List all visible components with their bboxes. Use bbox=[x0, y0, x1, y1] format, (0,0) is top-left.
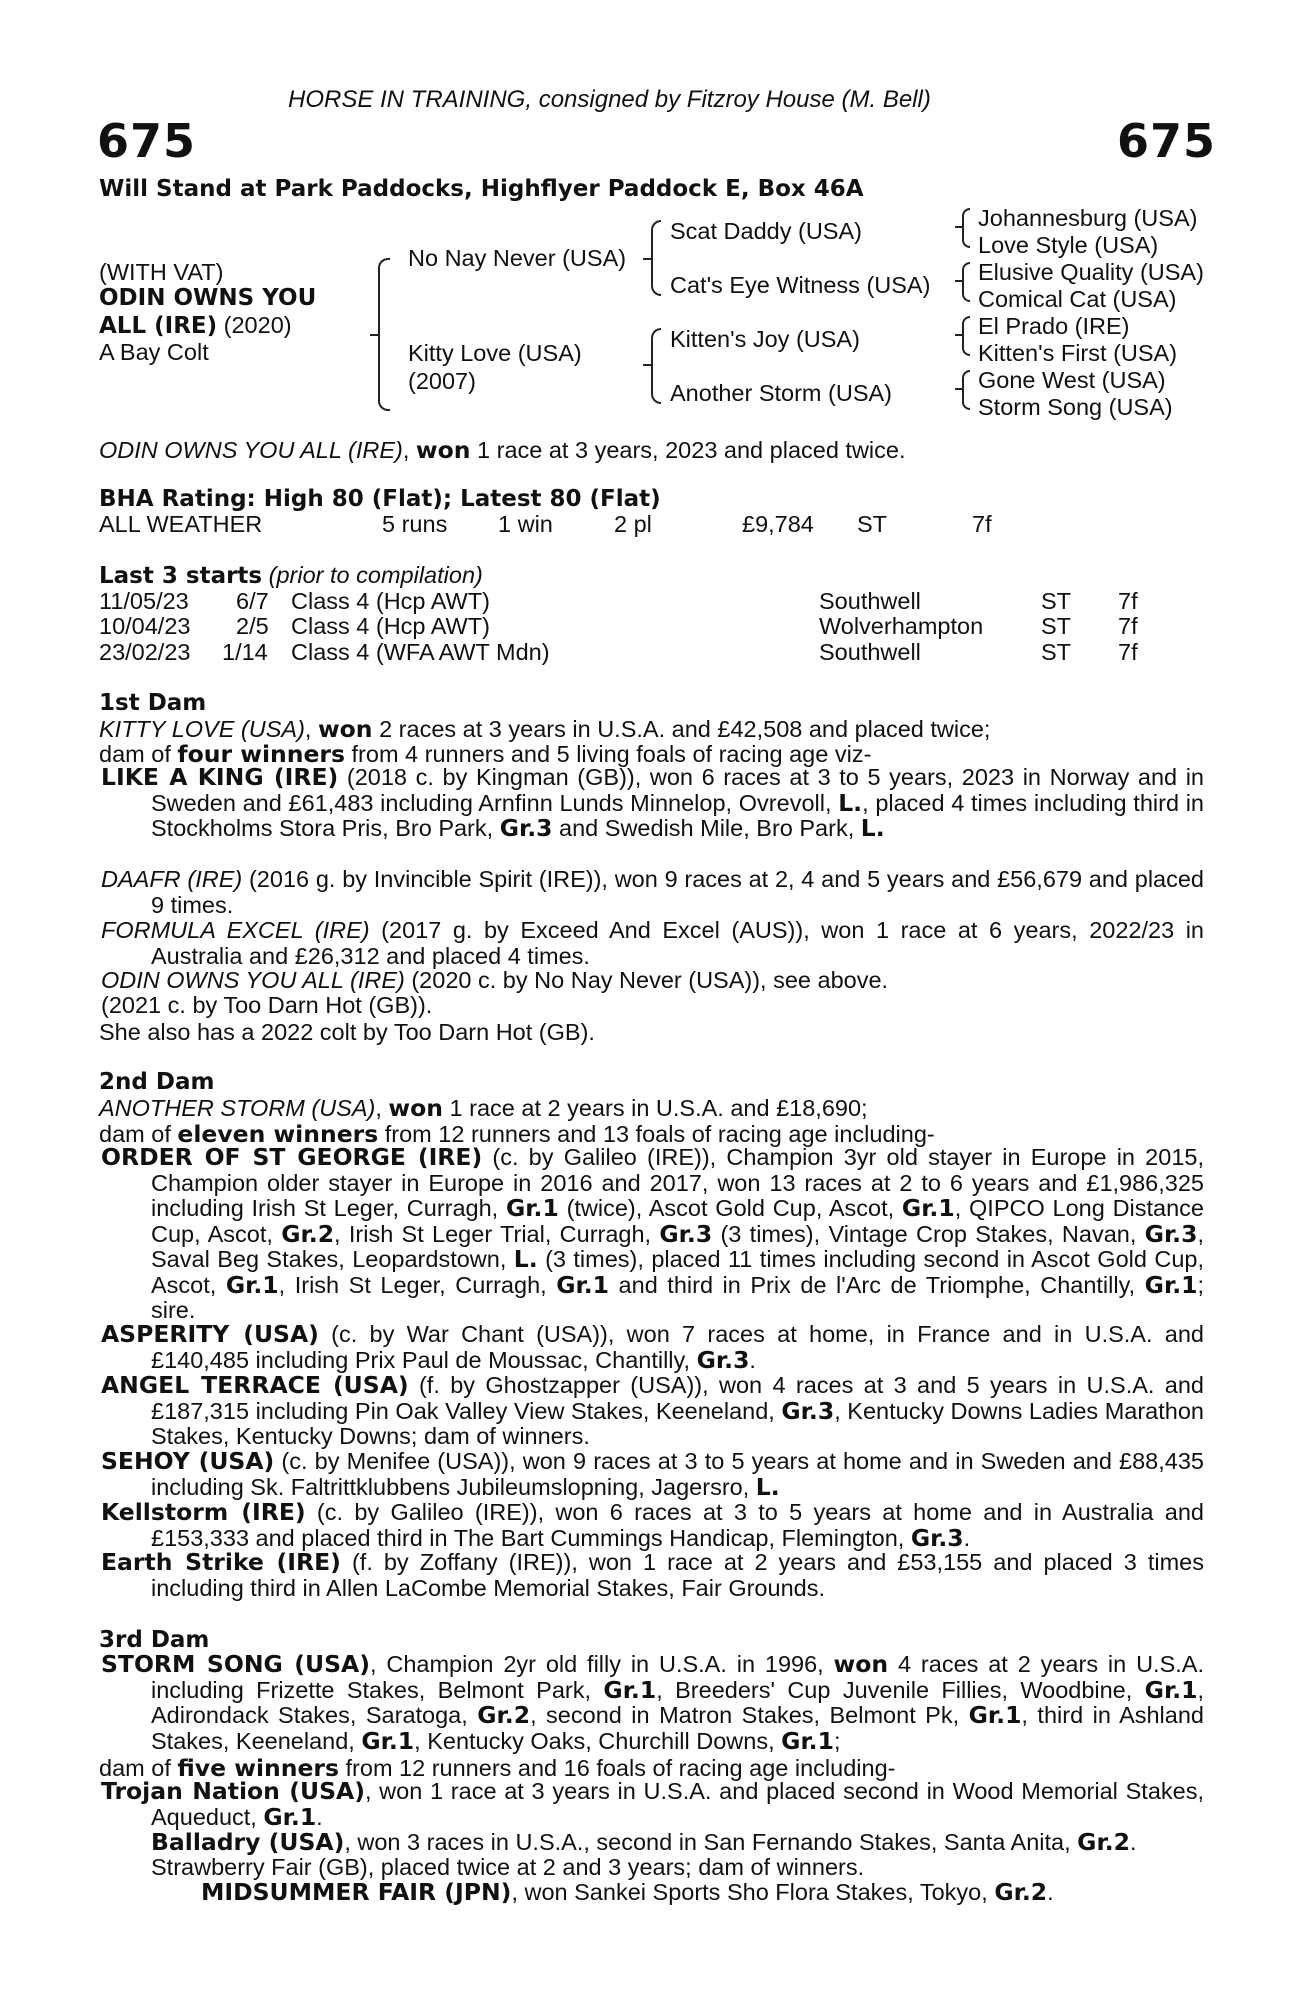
brace-ss bbox=[962, 208, 970, 248]
produce-text: , won Sankei Sports Sho Flora Stakes, Tokyo, bbox=[511, 1879, 995, 1905]
produce-text: , Kentucky Downs Ladies Marathon Stakes, Kentucky Downs; dam of winners. bbox=[151, 1397, 1204, 1449]
dam1-produce-2 bbox=[101, 866, 1204, 918]
grade-label: Gr.3 bbox=[659, 1219, 713, 1248]
dam-sire-dam: Kitten's First (USA) bbox=[978, 340, 1178, 366]
start-position: 1/14 bbox=[222, 639, 268, 665]
dam-name: Kitty Love (USA) bbox=[408, 340, 582, 366]
rating-places: 2 pl bbox=[614, 511, 652, 537]
grade-label: Gr.1 bbox=[968, 1701, 1022, 1729]
grade-label: Gr.2 bbox=[477, 1701, 531, 1729]
sire-dam-dam: Comical Cat (USA) bbox=[978, 286, 1177, 312]
last-starts-heading bbox=[99, 562, 483, 589]
dam3-produce-1 bbox=[101, 1777, 1204, 1831]
sire-brace-point bbox=[643, 258, 652, 260]
produce-name: Earth Strike (IRE) bbox=[101, 1548, 341, 1576]
start-distance: 7f bbox=[1118, 588, 1138, 614]
grade-label: L. bbox=[513, 1245, 538, 1273]
dam3-text: 4 races at 2 years in U.S.A. including Frizette Stakes, Belmont Park, bbox=[151, 1651, 1204, 1703]
summary-won: won bbox=[415, 436, 471, 464]
dam-dam-dam: Storm Song (USA) bbox=[978, 394, 1173, 420]
grade-label: L. bbox=[860, 814, 885, 842]
produce-text: (2020 c. by No Nay Never (USA)), see above. bbox=[404, 967, 889, 993]
produce-text: , Irish St Leger, Curragh, bbox=[278, 1271, 557, 1298]
last-starts-title: Last 3 starts bbox=[99, 563, 263, 589]
rating-surface: ALL WEATHER bbox=[99, 511, 263, 537]
produce-text: (f. by Ghostzapper (USA)), won 4 races at 3 and 5 years in U.S.A. and £187,315 including Pin Oak Valley View Stakes, Keeneland, bbox=[151, 1372, 1204, 1424]
produce-text: and Swedish Mile, Bro Park, bbox=[552, 815, 861, 841]
dam1-dam-of: dam of bbox=[99, 741, 178, 767]
brace-ds-point bbox=[955, 334, 963, 336]
grade-label: L. bbox=[838, 788, 863, 817]
dam3-text: , Champion 2yr old filly in U.S.A. in 1996, bbox=[369, 1651, 834, 1677]
start-position: 2/5 bbox=[236, 613, 269, 639]
dam1-footer: She also has a 2022 colt by Too Darn Hot (GB). bbox=[99, 1019, 595, 1045]
dam1-record-text: 2 races at 3 years in U.S.A. and £42,508 and placed twice; bbox=[372, 716, 991, 742]
dam3-won: won bbox=[833, 1650, 889, 1678]
sire-sire-sire: Johannesburg (USA) bbox=[978, 205, 1198, 231]
produce-name: Kellstorm (IRE) bbox=[101, 1498, 306, 1526]
dam3-text: , third in Ashland Stakes, Keeneland, bbox=[151, 1702, 1204, 1754]
summary-record: 1 race at 3 years, 2023 and placed twice. bbox=[470, 437, 906, 463]
start-course: Southwell bbox=[819, 588, 921, 614]
last-starts-note: (prior to compilation) bbox=[262, 562, 483, 588]
produce-text: (2016 g. by Invincible Spirit (IRE)), won 9 races at 2, 4 and 5 years and £56,679 and placed 9 times. bbox=[151, 866, 1204, 918]
produce-text: , Irish St Leger Trial, Curragh, bbox=[334, 1220, 660, 1247]
pedigree-brace-main bbox=[378, 258, 390, 411]
grade-label: Gr.3 bbox=[781, 1396, 835, 1425]
produce-text: (f. by Zoffany (IRE)), won 1 race at 2 years and £53,155 and placed 3 times including third in Allen LaCombe Memorial Stakes, Fair Grounds. bbox=[151, 1549, 1204, 1601]
grade-label: L. bbox=[755, 1472, 780, 1501]
grade-label: Gr.1 bbox=[505, 1194, 559, 1222]
dam1-winners: four winners bbox=[177, 740, 345, 768]
dam3-dam-of: dam of bbox=[99, 1755, 178, 1781]
dam2-name: ANOTHER STORM (USA) bbox=[99, 1095, 376, 1121]
start-position: 6/7 bbox=[236, 588, 269, 614]
produce-text: (2017 g. by Exceed And Excel (AUS)), won 1 race at 6 years, 2022/23 in Australia and £26,312 and placed 4 times. bbox=[151, 917, 1204, 969]
dam3-text: , second in Matron Stakes, Belmont Pk, bbox=[530, 1702, 969, 1728]
dam2-won: won bbox=[388, 1094, 444, 1122]
grade-label: Gr.1 bbox=[781, 1726, 834, 1755]
dam3-name: STORM SONG (USA) bbox=[101, 1650, 370, 1678]
produce-text: (2018 c. by Kingman (GB)), won 6 races at 3 to 5 years, 2023 in Norway and in Sweden and £61,483 including Arnfinn Lunds Minnelop, Ovrevoll, bbox=[151, 764, 1204, 816]
produce-name: MIDSUMMER FAIR (JPN) bbox=[201, 1878, 512, 1906]
produce-name: DAAFR (IRE) bbox=[101, 866, 243, 892]
rating-distance: 7f bbox=[972, 511, 992, 537]
dam2-dam-of: dam of bbox=[99, 1121, 178, 1147]
grade-label: Gr.1 bbox=[556, 1270, 610, 1299]
summary-horse-name: ODIN OWNS YOU ALL (IRE) bbox=[99, 437, 403, 463]
produce-name: ANGEL TERRACE (USA) bbox=[101, 1371, 409, 1399]
produce-text: (2021 c. by Too Darn Hot (GB)). bbox=[101, 992, 433, 1018]
dam2-dam-of-rest: from 12 runners and 13 foals of racing age including- bbox=[378, 1121, 935, 1147]
rating-going: ST bbox=[857, 511, 888, 537]
produce-text: (c. by Menifee (USA)), won 9 races at 3 to 5 years at home and in Sweden and £88,435 including Sk. Faltrittklubbens Jubileumslopning, Jagersro, bbox=[151, 1448, 1204, 1500]
produce-text: and third in Prix de l'Arc de Triomphe, Chantilly, bbox=[609, 1271, 1145, 1298]
rating-wins: 1 win bbox=[498, 511, 553, 537]
produce-text: . bbox=[316, 1803, 323, 1830]
bha-rating-title: BHA Rating: High 80 (Flat); Latest 80 (Flat) bbox=[99, 486, 661, 512]
dam2-produce-3 bbox=[101, 1371, 1204, 1450]
pedigree-brace-main-point bbox=[370, 334, 379, 336]
race-summary: ODIN OWNS YOU ALL (IRE), won 1 race at 3 years, 2023 and placed twice. bbox=[99, 436, 906, 464]
grade-label: Gr.2 bbox=[994, 1878, 1048, 1906]
sire-brace bbox=[651, 220, 661, 296]
dam2-produce-5 bbox=[101, 1498, 1205, 1552]
start-course: Southwell bbox=[819, 639, 921, 665]
horse-description: A Bay Colt bbox=[99, 339, 209, 365]
produce-text: (c. by Galileo (IRE)), Champion 3yr old stayer in Europe in 2015, Champion older stayer in Europe in 2016 and 2017, won 13 races at 2 to 6 years and £1,986,325 including Irish St Leger, Curragh, bbox=[151, 1144, 1204, 1221]
dam3-text: , Breeders' Cup Juvenile Fillies, Woodbine, bbox=[656, 1676, 1145, 1703]
horse-name-line1: ODIN OWNS YOU bbox=[99, 285, 317, 311]
dam1-produce-1 bbox=[101, 763, 1205, 842]
produce-text: Strawberry Fair (GB), placed twice at 2 and 3 years; dam of winners. bbox=[151, 1854, 865, 1880]
produce-name: ORDER OF ST GEORGE (IRE) bbox=[101, 1143, 483, 1171]
start-race: Class 4 (Hcp AWT) bbox=[291, 613, 490, 639]
start-going: ST bbox=[1041, 639, 1072, 665]
grade-label: Gr.1 bbox=[1144, 1270, 1198, 1299]
produce-text: (3 times), placed 11 times including second in Ascot Gold Cup, Ascot, bbox=[151, 1246, 1204, 1298]
start-distance: 7f bbox=[1118, 639, 1138, 665]
dam-year: (2007) bbox=[408, 368, 476, 394]
grade-label: Gr.1 bbox=[263, 1802, 317, 1831]
produce-text: . bbox=[963, 1524, 971, 1551]
brace-ds bbox=[962, 316, 970, 356]
dam2-produce-2 bbox=[101, 1320, 1204, 1374]
start-race: Class 4 (WFA AWT Mdn) bbox=[291, 639, 550, 665]
grade-label: Gr.3 bbox=[696, 1345, 750, 1374]
sire-dam: Cat's Eye Witness (USA) bbox=[670, 272, 931, 298]
dam3-produce-4 bbox=[201, 1880, 1054, 1906]
sire-sire: Scat Daddy (USA) bbox=[670, 218, 862, 244]
grade-label: Gr.1 bbox=[225, 1270, 279, 1299]
start-date: 11/05/23 bbox=[99, 588, 189, 614]
dam3-produce-3 bbox=[151, 1855, 864, 1881]
start-race: Class 4 (Hcp AWT) bbox=[291, 588, 490, 614]
dam-dam-sire: Gone West (USA) bbox=[978, 367, 1166, 393]
produce-text: (c. by War Chant (USA)), won 7 races at home, in France and in U.S.A. and £140,485 including Prix Paul de Moussac, Chantilly, bbox=[151, 1321, 1204, 1373]
rating-runs: 5 runs bbox=[382, 511, 448, 537]
location-line: Will Stand at Park Paddocks, Highflyer Paddock E, Box 46A bbox=[99, 176, 864, 202]
start-date: 10/04/23 bbox=[99, 613, 191, 639]
grade-label: Gr.1 bbox=[901, 1194, 955, 1222]
grade-label: Gr.2 bbox=[281, 1219, 335, 1248]
grade-label: Gr.3 bbox=[1144, 1219, 1198, 1248]
produce-text: , Saval Beg Stakes, Leopardstown, bbox=[151, 1220, 1204, 1272]
dam3-text: , Kentucky Oaks, Churchill Downs, bbox=[414, 1727, 782, 1754]
produce-text: . bbox=[749, 1346, 756, 1373]
grade-label: Gr.3 bbox=[499, 814, 553, 842]
dam3-heading: 3rd Dam bbox=[99, 1627, 210, 1653]
produce-text: ; sire. bbox=[151, 1271, 1205, 1323]
dam3-text: , Adirondack Stakes, Saratoga, bbox=[151, 1676, 1205, 1728]
dam2-record-text: 1 race at 2 years in U.S.A. and £18,690; bbox=[443, 1095, 868, 1121]
dam1-won: won bbox=[317, 715, 373, 743]
grade-label: Gr.1 bbox=[1144, 1675, 1198, 1704]
dam1-name: KITTY LOVE (USA) bbox=[99, 716, 305, 742]
produce-text: (twice), Ascot Gold Cup, Ascot, bbox=[558, 1195, 902, 1221]
dam1-heading: 1st Dam bbox=[99, 690, 207, 716]
produce-name: SEHOY (USA) bbox=[101, 1447, 275, 1475]
produce-text: (c. by Galileo (IRE)), won 6 races at 3 to 5 years at home and in Australia and £153,333 and placed third in The Bart Cummings Handicap, Flemington, bbox=[151, 1499, 1205, 1551]
produce-text: , QIPCO Long Distance Cup, Ascot, bbox=[151, 1195, 1204, 1247]
brace-sd bbox=[962, 262, 970, 302]
sire-sire-dam: Love Style (USA) bbox=[978, 232, 1159, 258]
brace-dd bbox=[962, 370, 970, 410]
dam-brace-point bbox=[643, 364, 652, 366]
produce-text: , placed 4 times including third in Stockholms Stora Pris, Bro Park, bbox=[151, 789, 1205, 841]
produce-text: . bbox=[1129, 1829, 1137, 1855]
produce-text: (3 times), Vintage Crop Stakes, Navan, bbox=[712, 1220, 1145, 1247]
sire-name: No Nay Never (USA) bbox=[408, 245, 627, 271]
dam3-dam-of-rest: from 12 runners and 16 foals of racing age including- bbox=[338, 1755, 896, 1781]
dam-sire: Kitten's Joy (USA) bbox=[670, 326, 860, 352]
produce-name: FORMULA EXCEL (IRE) bbox=[101, 917, 370, 943]
produce-name: ODIN OWNS YOU ALL (IRE) bbox=[101, 967, 405, 993]
dam1-record: KITTY LOVE (USA), won 2 races at 3 years in U.S.A. and £42,508 and placed twice; bbox=[99, 715, 991, 743]
dam-dam: Another Storm (USA) bbox=[670, 380, 893, 406]
dam3-record bbox=[101, 1650, 1205, 1755]
brace-sd-point bbox=[955, 280, 963, 282]
horse-name-line2 bbox=[99, 312, 292, 339]
dam3-winners: five winners bbox=[177, 1754, 339, 1782]
dam2-produce-4 bbox=[101, 1447, 1204, 1501]
dam3-text: ; bbox=[833, 1727, 841, 1754]
dam1-produce-5 bbox=[101, 992, 1204, 1019]
start-going: ST bbox=[1041, 613, 1072, 639]
brace-dd-point bbox=[955, 388, 963, 390]
dam2-record: ANOTHER STORM (USA), won 1 race at 2 years in U.S.A. and £18,690; bbox=[99, 1094, 868, 1122]
produce-name: Balladry (USA) bbox=[151, 1828, 345, 1856]
start-going: ST bbox=[1041, 588, 1072, 614]
consignment-line: HORSE IN TRAINING, consigned by Fitzroy House (M. Bell) bbox=[288, 86, 931, 113]
dam1-dam-of-rest: from 4 runners and 5 living foals of racing age viz- bbox=[345, 741, 872, 767]
start-course: Wolverhampton bbox=[819, 613, 984, 639]
brace-ss-point bbox=[955, 226, 963, 228]
sire-dam-sire: Elusive Quality (USA) bbox=[978, 259, 1204, 285]
produce-text: , won 1 race at 3 years in U.S.A. and placed second in Wood Memorial Stakes, Aqueduct, bbox=[151, 1778, 1204, 1830]
dam2-winners: eleven winners bbox=[177, 1120, 379, 1148]
horse-name-line2-text: ALL (IRE) bbox=[99, 313, 218, 339]
dam1-produce-4 bbox=[101, 967, 1204, 994]
produce-text: , won 3 races in U.S.A., second in San Fernando Stakes, Santa Anita, bbox=[344, 1829, 1078, 1855]
rating-earnings: £9,784 bbox=[742, 511, 814, 537]
start-distance: 7f bbox=[1118, 613, 1138, 639]
dam2-heading: 2nd Dam bbox=[99, 1069, 215, 1095]
produce-text: . bbox=[1047, 1879, 1054, 1905]
grade-label: Gr.2 bbox=[1077, 1828, 1130, 1856]
dam1-produce-3 bbox=[101, 917, 1204, 969]
dam2-produce-6 bbox=[101, 1548, 1204, 1601]
grade-label: Gr.1 bbox=[603, 1675, 657, 1704]
grade-label: Gr.1 bbox=[361, 1726, 415, 1755]
dam2-produce-1 bbox=[101, 1143, 1205, 1324]
dam-sire-sire: El Prado (IRE) bbox=[978, 313, 1130, 339]
dam-brace bbox=[651, 328, 661, 404]
start-date: 23/02/23 bbox=[99, 639, 191, 665]
dam3-produce-2 bbox=[151, 1830, 1137, 1856]
produce-name: ASPERITY (USA) bbox=[101, 1320, 319, 1348]
lot-number-left: 675 bbox=[97, 114, 197, 168]
grade-label: Gr.3 bbox=[910, 1523, 964, 1552]
vat-label: (WITH VAT) bbox=[99, 259, 224, 285]
produce-name: Trojan Nation (USA) bbox=[101, 1777, 365, 1805]
produce-name: LIKE A KING (IRE) bbox=[101, 763, 339, 791]
lot-number-right: 675 bbox=[1117, 114, 1217, 168]
horse-foaled-year: (2020) bbox=[217, 312, 292, 338]
